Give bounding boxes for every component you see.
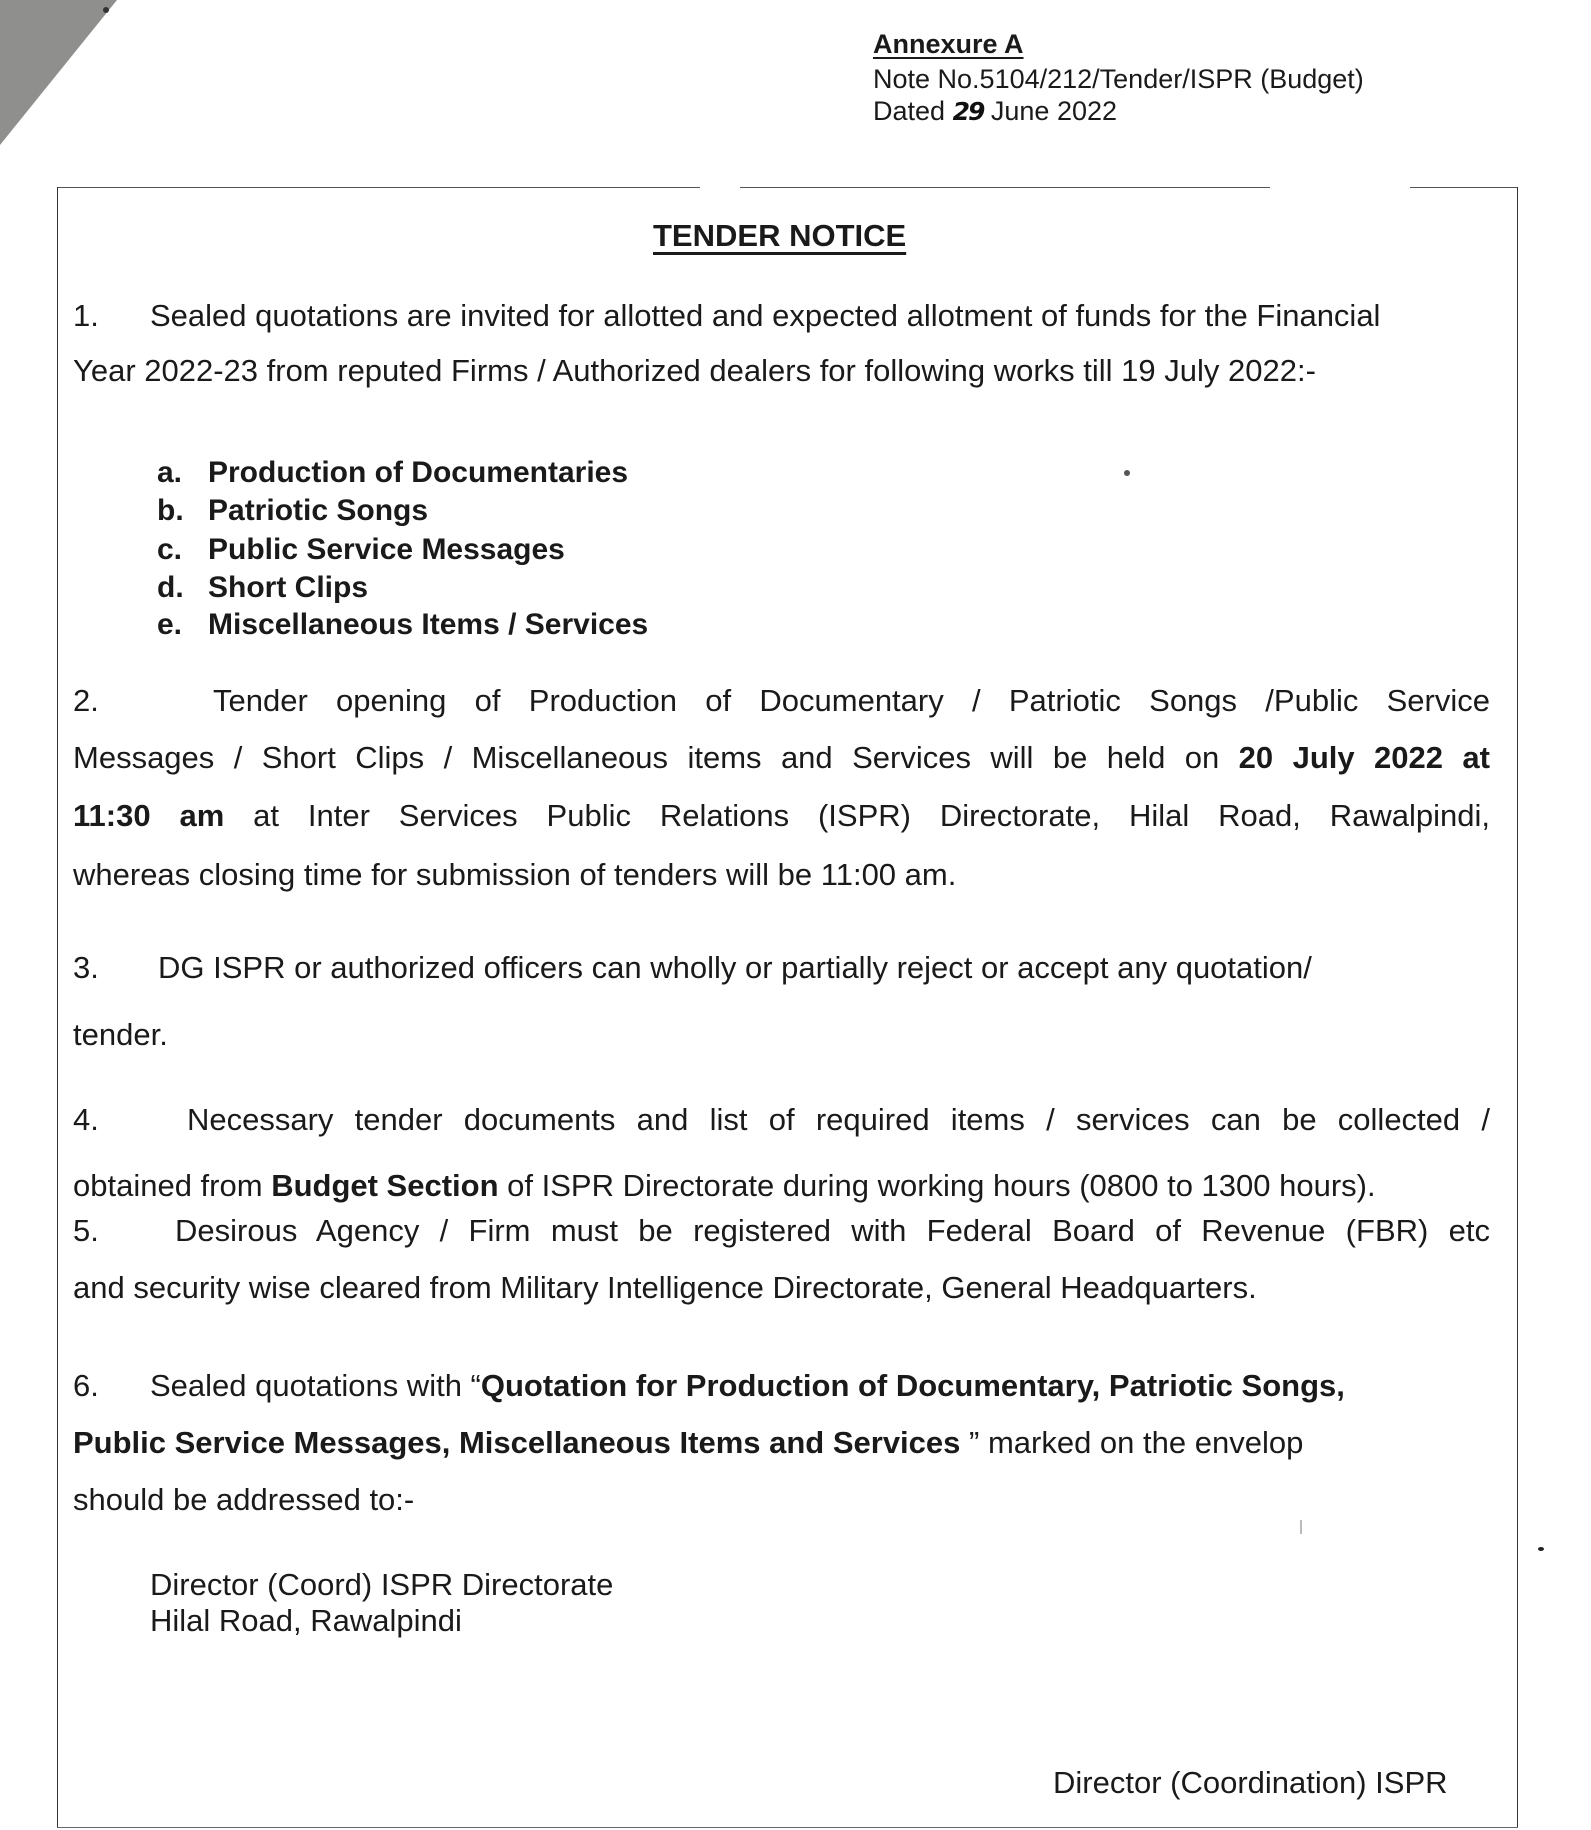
paragraph-text: Tender opening of Production of Documentary / Patriotic Songs /Public Service: [213, 683, 1490, 718]
frame-border-gap: [700, 184, 740, 190]
frame-border-right: [1517, 187, 1518, 1828]
frame-border-left: [57, 187, 58, 1828]
frame-border-gap: [1270, 184, 1410, 190]
envelope-marking: Quotation for Production of Documentary, Patriotic Songs,: [480, 1368, 1345, 1403]
list-item-label: a.: [157, 456, 183, 489]
paragraph-1-line-2: Year 2022-23 from reputed Firms / Authorized dealers for following works till 19 July 2022:-: [73, 353, 1316, 388]
list-item: [157, 610, 648, 640]
list-item-text: Patriotic Songs: [208, 494, 429, 527]
list-item-text: Short Clips: [208, 571, 369, 604]
list-item: [157, 535, 565, 565]
handwritten-day: 29: [952, 97, 984, 126]
paragraph-text: Necessary tender documents and list of required items / services can be collected /: [187, 1102, 1490, 1137]
paragraph-text: DG ISPR or authorized officers can wholly or partially reject or accept any quotation/: [158, 950, 1312, 985]
paragraph-6-line-2: [73, 1427, 1490, 1458]
paragraph-text: Messages / Short Clips / Miscellaneous items and Services will be held on: [73, 740, 1220, 775]
dated-prefix: Dated: [873, 96, 946, 126]
paragraph-number: 2.: [73, 683, 99, 718]
paragraph-number: 1.: [73, 298, 99, 333]
annexure-label: Annexure A: [873, 29, 1024, 59]
scan-speck: [1538, 1547, 1544, 1551]
paragraph-number: 3.: [73, 950, 99, 985]
scan-speck: [1300, 1520, 1302, 1534]
paragraph-3-line-2: tender.: [73, 1017, 168, 1052]
paragraph-text: Sealed quotations with “: [150, 1368, 481, 1403]
scan-speck: [103, 7, 109, 13]
list-item-text: Miscellaneous Items / Services: [208, 608, 649, 641]
budget-section: Budget Section: [271, 1168, 499, 1203]
paragraph-2-line-4: whereas closing time for submission of tenders will be 11:00 am.: [73, 857, 957, 892]
list-item-label: b.: [157, 494, 184, 527]
scan-corner-shadow: [0, 0, 117, 145]
paragraph-5-line-2: and security wise cleared from Military Intelligence Directorate, General Headquarters.: [73, 1270, 1257, 1305]
paragraph-text: of ISPR Directorate during working hours (0800 to 1300 hours).: [507, 1168, 1376, 1203]
paragraph-2-line-3: [73, 800, 1490, 831]
paragraph-2-line-1: [73, 685, 1490, 716]
paragraph-6-line-1: [73, 1370, 1490, 1401]
paragraph-text: Desirous Agency / Firm must be registered with Federal Board of Revenue (FBR) etc: [175, 1213, 1490, 1248]
list-item-label: c.: [157, 533, 183, 566]
scan-speck: [1124, 470, 1130, 476]
list-item: [157, 458, 628, 488]
list-item: [157, 573, 368, 603]
paragraph-1-line-1: [73, 300, 1490, 331]
frame-border-bottom: [57, 1827, 1518, 1828]
page-title: TENDER NOTICE: [653, 218, 907, 253]
paragraph-text: obtained from: [73, 1168, 263, 1203]
dated-month-year: June 2022: [990, 96, 1118, 126]
paragraph-text: ” marked on the envelop: [960, 1425, 1304, 1460]
dated-line: [873, 98, 1117, 125]
paragraph-number: 4.: [73, 1102, 99, 1137]
address-line-1: Director (Coord) ISPR Directorate: [150, 1567, 614, 1602]
paragraph-4-line-1: [73, 1104, 1490, 1135]
paragraph-5-line-1: [73, 1215, 1490, 1246]
opening-date: 20 July 2022 at: [1238, 740, 1490, 775]
paragraph-4-line-2: [73, 1170, 1490, 1201]
envelope-marking: Public Service Messages, Miscellaneous Items and Services: [73, 1425, 961, 1460]
paragraph-text: Sealed quotations are invited for allotted and expected allotment of funds for the Financial: [150, 298, 1381, 333]
address-line-2: Hilal Road, Rawalpindi: [150, 1603, 462, 1638]
paragraph-2-line-2: [73, 742, 1490, 773]
paragraph-number: 5.: [73, 1213, 99, 1248]
list-item-label: d.: [157, 571, 184, 604]
paragraph-text: at Inter Services Public Relations (ISPR) Directorate, Hilal Road, Rawalpindi,: [253, 798, 1490, 833]
paragraph-6-line-3: should be addressed to:-: [73, 1482, 415, 1517]
list-item-text: Public Service Messages: [208, 533, 565, 566]
paragraph-3-line-1: [73, 952, 1490, 983]
list-item-text: Production of Documentaries: [208, 456, 629, 489]
opening-time: 11:30 am: [73, 798, 225, 833]
paragraph-number: 6.: [73, 1368, 99, 1403]
list-item-label: e.: [157, 608, 183, 641]
signature-block: Director (Coordination) ISPR: [1053, 1765, 1448, 1800]
list-item: [157, 496, 428, 526]
note-number: Note No.5104/212/Tender/ISPR (Budget): [873, 64, 1364, 94]
